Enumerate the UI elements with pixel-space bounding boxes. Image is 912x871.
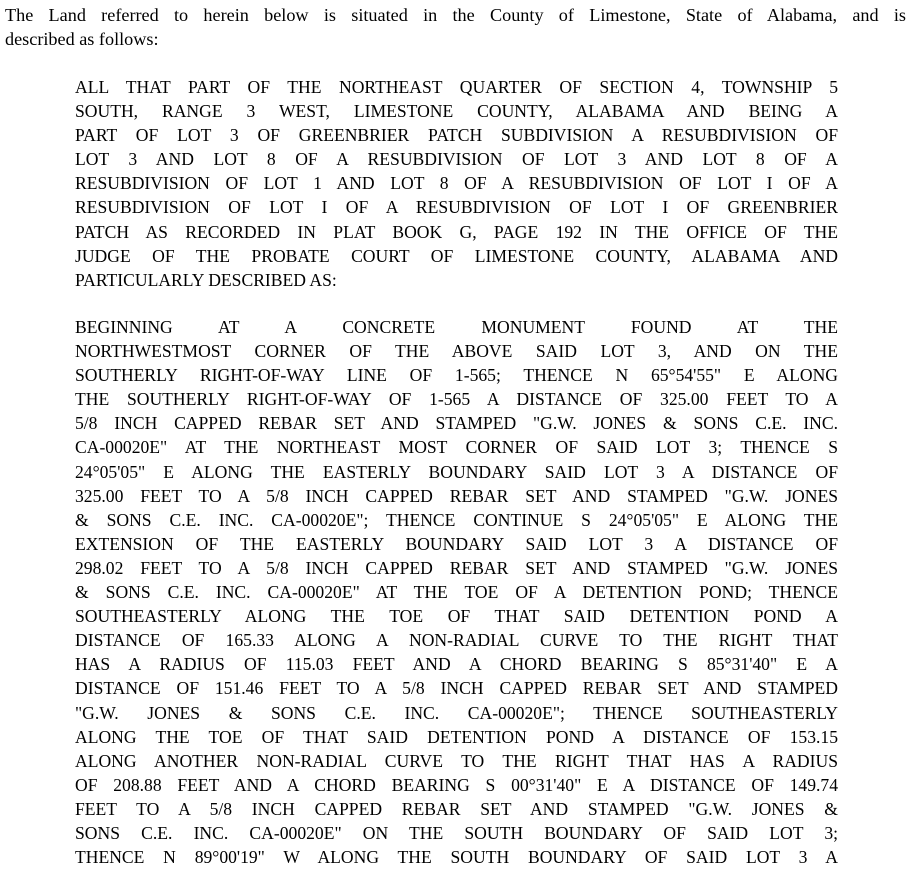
text-line: PARTICULARLY DESCRIBED AS:: [75, 269, 337, 290]
text-line: LOT 3 AND LOT 8 OF A RESUBDIVISION OF LOT 3 AND LOT 8 OF A: [75, 149, 838, 170]
text-line: NORTHWESTMOST CORNER OF THE ABOVE SAID LOT 3, AND ON THE: [75, 341, 838, 362]
text-line: BEGINNING AT A CONCRETE MONUMENT FOUND AT THE: [75, 317, 838, 337]
text-line: SOUTH, RANGE 3 WEST, LIMESTONE COUNTY, ALABAMA AND BEING A: [75, 101, 838, 122]
intro-paragraph: [5, 3, 906, 51]
text-line: "G.W. JONES & SONS C.E. INC. CA-00020E"; THENCE SOUTHEASTERLY: [75, 702, 838, 723]
text-line: 325.00 FEET TO A 5/8 INCH CAPPED REBAR SET AND STAMPED "G.W. JONES: [75, 485, 838, 506]
text-line: PATCH AS RECORDED IN PLAT BOOK G, PAGE 192 IN THE OFFICE OF THE: [75, 221, 838, 242]
text-line: JUDGE OF THE PROBATE COURT OF LIMESTONE COUNTY, ALABAMA AND: [75, 245, 838, 266]
text-line: DISTANCE OF 151.46 FEET TO A 5/8 INCH CAPPED REBAR SET AND STAMPED: [75, 678, 838, 699]
text-line: & SONS C.E. INC. CA-00020E" AT THE TOE OF A DETENTION POND; THENCE: [75, 582, 838, 603]
text-line: & SONS C.E. INC. CA-00020E"; THENCE CONTINUE S 24°05'05" E ALONG THE: [75, 509, 838, 530]
text-line: FEET TO A 5/8 INCH CAPPED REBAR SET AND STAMPED "G.W. JONES &: [75, 798, 838, 819]
text-line: DISTANCE OF 165.33 ALONG A NON-RADIAL CURVE TO THE RIGHT THAT: [75, 630, 838, 651]
text-line: 298.02 FEET TO A 5/8 INCH CAPPED REBAR SET AND STAMPED "G.W. JONES: [75, 557, 838, 578]
text-line: HAS A RADIUS OF 115.03 FEET AND A CHORD BEARING S 85°31'40" E A: [75, 654, 838, 675]
intro-line: The Land referred to herein below is situated in the County of Limestone, State of Alabama, and is: [5, 5, 906, 25]
text-line: RESUBDIVISION OF LOT 1 AND LOT 8 OF A RESUBDIVISION OF LOT I OF A: [75, 173, 838, 194]
text-line: CA-00020E" AT THE NORTHEAST MOST CORNER OF SAID LOT 3; THENCE S: [75, 437, 838, 458]
text-line: ALONG THE TOE OF THAT SAID DETENTION POND A DISTANCE OF 153.15: [75, 726, 838, 747]
text-line: ALONG ANOTHER NON-RADIAL CURVE TO THE RIGHT THAT HAS A RADIUS: [75, 750, 838, 771]
text-line: 24°05'05" E ALONG THE EASTERLY BOUNDARY SAID LOT 3 A DISTANCE OF: [75, 461, 838, 482]
text-line: RESUBDIVISION OF LOT I OF A RESUBDIVISION OF LOT I OF GREENBRIER: [75, 197, 838, 218]
metes-and-bounds-paragraph: [75, 315, 838, 869]
text-line: THENCE N 89°00'19" W ALONG THE SOUTH BOUNDARY OF SAID LOT 3 A: [75, 847, 838, 868]
text-line: SONS C.E. INC. CA-00020E" ON THE SOUTH BOUNDARY OF SAID LOT 3;: [75, 822, 838, 843]
text-line: EXTENSION OF THE EASTERLY BOUNDARY SAID LOT 3 A DISTANCE OF: [75, 533, 838, 554]
text-line: ALL THAT PART OF THE NORTHEAST QUARTER OF SECTION 4, TOWNSHIP 5: [75, 77, 838, 97]
text-line: SOUTHERLY RIGHT-OF-WAY LINE OF 1-565; THENCE N 65°54'55" E ALONG: [75, 365, 838, 386]
text-line: PART OF LOT 3 OF GREENBRIER PATCH SUBDIVISION A RESUBDIVISION OF: [75, 125, 838, 146]
text-line: 5/8 INCH CAPPED REBAR SET AND STAMPED "G.W. JONES & SONS C.E. INC.: [75, 413, 838, 434]
intro-line: described as follows:: [5, 29, 159, 49]
legal-description-paragraph: [75, 75, 838, 292]
text-line: THE SOUTHERLY RIGHT-OF-WAY OF 1-565 A DISTANCE OF 325.00 FEET TO A: [75, 389, 838, 410]
text-line: SOUTHEASTERLY ALONG THE TOE OF THAT SAID DETENTION POND A: [75, 606, 838, 627]
text-line: OF 208.88 FEET AND A CHORD BEARING S 00°31'40" E A DISTANCE OF 149.74: [75, 774, 838, 795]
